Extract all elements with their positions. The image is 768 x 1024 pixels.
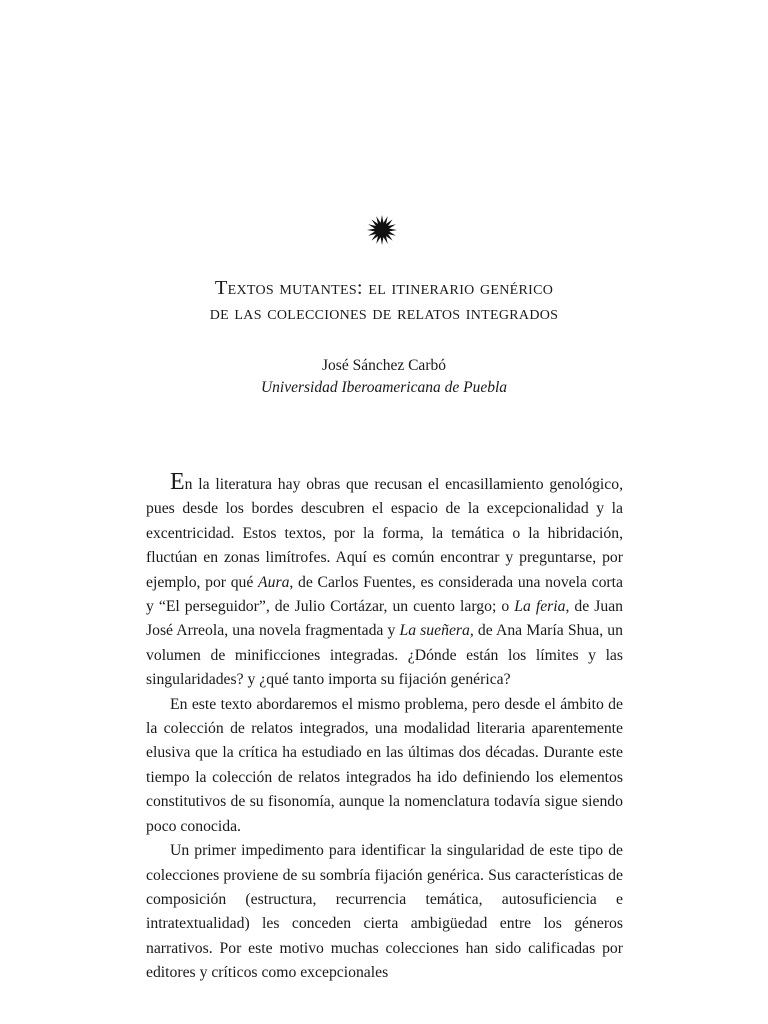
drop-cap: E	[170, 469, 185, 495]
article-body	[146, 469, 624, 986]
paragraph-1-text-b: , de Carlos Fuentes, es considerada una novela corta y “El perseguidor”, de Julio Cortázar, un cuento largo; o	[146, 573, 623, 616]
author-affiliation: Universidad Iberoamericana de Puebla	[260, 379, 508, 396]
title-la-feria: La feria	[514, 598, 566, 616]
paragraph-1-text-a: n la literatura hay obras que recusan el encasillamiento genológico, pues desde los bordes descubren el espacio de la excepcionalidad y la excentricidad. Estos textos, por la forma, la temática o la hibridación, fluctúan en zonas limítrofes. Aquí es común encontrar y preguntarse, por ejemplo, por qué	[146, 476, 623, 591]
paragraph-3: Un primer impedimento para identificar la singularidad de este tipo de colecciones proviene de su sombría fijación genérica. Sus características de composición (estructura, recurrencia temática, autosuficiencia e intratextualidad) les conceden cierta ambigüedad entre los géneros narrativos. Por este motivo muchas colecciones han sido calificadas por editores y críticos como excepcionales	[146, 842, 623, 982]
paragraph-1-text-d: , de Ana María Shua, un volumen de minificciones integradas. ¿Dónde están los límites y las singularidades? y ¿qué tanto importa su fijación genérica?	[146, 622, 623, 689]
title-aura: Aura	[258, 573, 290, 591]
byline	[0, 355, 768, 399]
title-line-1: Textos mutantes: el itinerario genérico	[214, 277, 554, 299]
paragraph-1	[146, 469, 624, 693]
title-line-2: de las colecciones de relatos integrados	[209, 302, 559, 324]
article-title	[0, 276, 768, 326]
paragraph-2: En este texto abordaremos el mismo problema, pero desde el ámbito de la colección de relatos integrados, una modalidad literaria aparentemente elusiva que la crítica ha estudiado en las últimas dos décadas. Durante este tiempo la colección de relatos integrados ha ido definiendo los elementos constitutivos de su fisonomía, aunque la nomenclatura todavía sigue siendo poco conocida.	[146, 695, 623, 835]
author-name: José Sánchez Carbó	[322, 357, 446, 374]
paragraph-1-text-c: , de Juan José Arreola, una novela fragmentada y	[146, 598, 624, 640]
title-la-suenera: La sueñera	[399, 622, 470, 640]
star-ornament-icon	[366, 214, 398, 246]
